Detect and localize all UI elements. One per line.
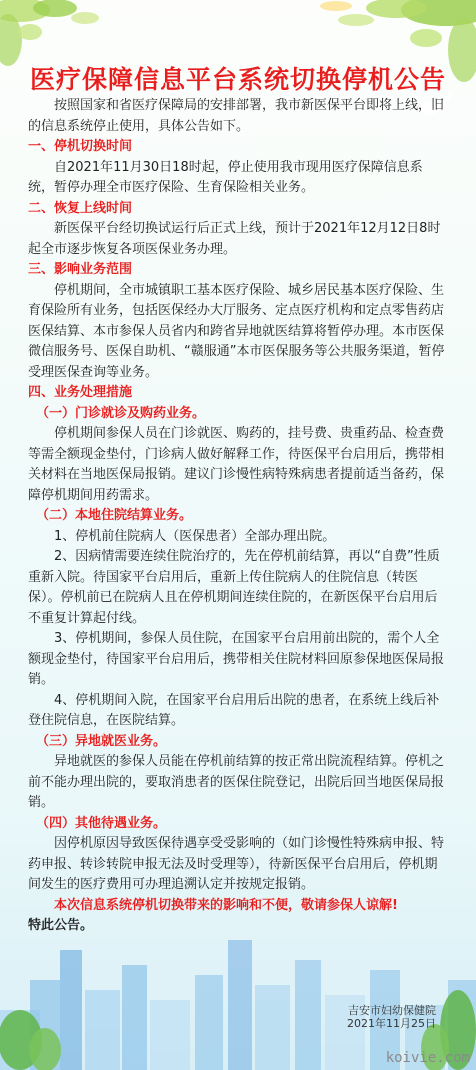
closing-notice: 本次信息系统停机切换带来的影响和不便，敬请参保人谅解! (54, 897, 398, 913)
page-title: 医疗保障信息平台系统切换停机公告 (29, 65, 446, 94)
subsection-heading: （一）门诊就诊及购药业务。 (36, 405, 206, 421)
special-notice: 特此公告。 (28, 918, 94, 933)
section-heading: 二、恢复上线时间 (28, 200, 133, 216)
section-text: 停机期间，全市城镇职工基本医疗保险、城乡居民基本医疗保险、生育保险所有业务，包括医保经办大厅服务、定点医疗机构和定点零售药店医保结算、本市参保人员省内和跨省异地就医结算将暂停办理。本市医保微信服务号、医保自助机、“赣服通”本市医保服务等公共服务渠道，暂停受理医保查询等业务。 (28, 282, 445, 380)
intro-paragraph: 按照国家和省医疗保障局的安排部署，我市新医保平台即将上线，旧的信息系统停止使用，具体公告如下。 (28, 98, 445, 134)
list-item: 4、停机期间入院，在国家平台启用后出院的患者，在系统上线后补登住院信息，在医院结算。 (28, 692, 440, 728)
subsection-heading: （二）本地住院结算业务。 (36, 508, 193, 523)
subsection-heading: （四）其他待遇业务。 (36, 815, 167, 831)
section-heading: 一、停机切换时间 (28, 139, 133, 154)
subsection-text: 异地就医的参保人员能在停机前结算的按正常出院流程结算。停机之前不能办理出院的，要取消患者的医保住院登记，出院后回当地医保局报销。 (28, 754, 445, 810)
list-item: 3、停机期间，参保人员住院，在国家平台启用前出院的，需个人全额现金垫付，待国家平台启用后，携带相关住院材料回原参保地医保局报销。 (28, 631, 445, 687)
signature-block (347, 1004, 436, 1030)
subsection-heading: （三）异地就医业务。 (36, 733, 167, 749)
subsection-text: 因停机原因导致医保待遇享受受影响的（如门诊慢性特殊病申报、特药申报、转诊转院申报无法及时受理等），待新医保平台启用后，停机期间发生的医疗费用可办理追溯认定并按规定报销。 (28, 836, 445, 892)
section-heading: 三、影响业务范围 (28, 262, 133, 277)
section-heading: 四、业务处理措施 (28, 385, 133, 400)
list-item: 1、停机前住院病人（医保患者）全部办理出院。 (54, 528, 336, 544)
subsection-text: 停机期间参保人员在门诊就医、购药的，挂号费、贵重药品、检查费等需全额现金垫付，门诊病人做好解释工作，待医保平台启用后，携带相关材料在当地医保局报销。建议门诊慢性病特殊病患者提前适当备药，保障停机期间用药需求。 (28, 426, 445, 503)
watermark: koivie.com (385, 1050, 470, 1066)
signature-date: 2021年11月25日 (347, 1017, 436, 1030)
city-skyline-decoration (0, 920, 476, 1070)
notice-body (28, 96, 448, 937)
section-text: 新医保平台经切换试运行后正式上线，预计于2021年12月12日8时起全市逐步恢复各项医保业务办理。 (28, 221, 441, 257)
list-item: 2、因病情需要连续住院治疗的，先在停机前结算，再以“自费”性质重新入院。待国家平台启用后，重新上传住院病人的住院信息（转医保）。停机前已在院病人且在停机期间连续住院的，在新医保平台启用后不重复计算起付线。 (28, 549, 440, 626)
section-text: 自2021年11月30日18时起，停止使用我市现用医疗保障信息系统，暂停办理全市医疗保险、生育保险相关业务。 (28, 159, 423, 195)
signature-org: 吉安市妇幼保健院 (348, 1004, 436, 1017)
